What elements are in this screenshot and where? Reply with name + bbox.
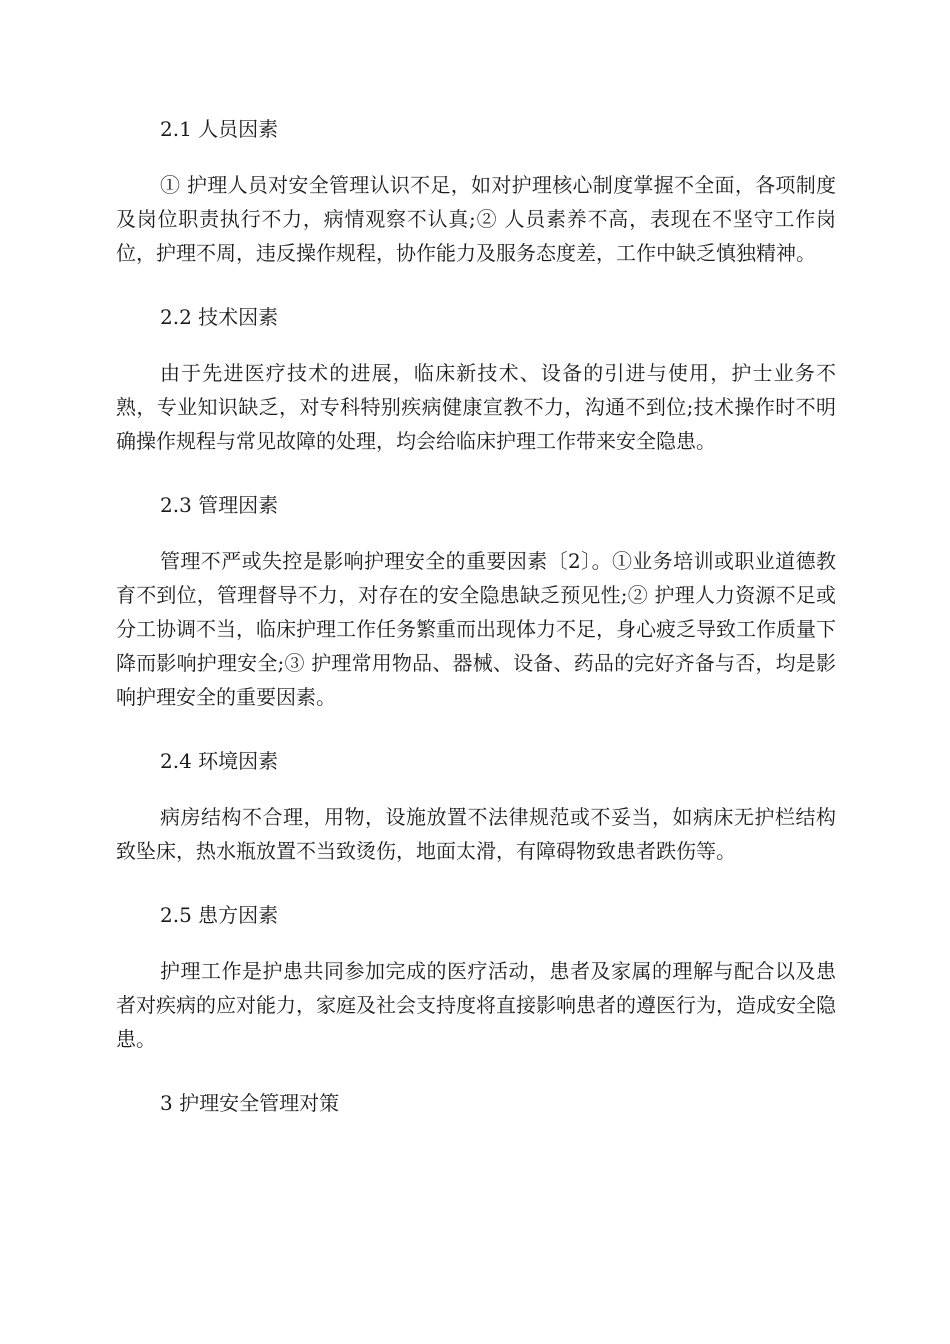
section-body-2-5: 护理工作是护患共同参加完成的医疗活动，患者及家属的理解与配合以及患者对疾病的应对能力，家庭及社会支持度将直接影响患者的遵医行为，造成安全隐患。 bbox=[116, 959, 836, 1051]
section-heading-3: 3 护理安全管理对策 bbox=[160, 1091, 340, 1115]
section-heading-2-4: 2.4 环境因素 bbox=[160, 749, 279, 773]
section-body-2-4: 病房结构不合理，用物，设施放置不法律规范或不妥当，如病床无护栏结构致坠床，热水瓶放置不当致烫伤，地面太滑，有障碍物致患者跌伤等。 bbox=[116, 805, 836, 863]
section-heading-2-1: 2.1 人员因素 bbox=[160, 117, 279, 141]
section-heading-2-2: 2.2 技术因素 bbox=[160, 305, 279, 329]
section-heading-2-3: 2.3 管理因素 bbox=[160, 493, 279, 517]
section-heading-2-5: 2.5 患方因素 bbox=[160, 903, 279, 927]
section-body-2-1: ① 护理人员对安全管理认识不足，如对护理核心制度掌握不全面，各项制度及岗位职责执行不力，病情观察不认真;② 人员素养不高，表现在不坚守工作岗位，护理不周，违反操作规程，协作能力及服务态度差，工作中缺乏慎独精神。 bbox=[116, 173, 836, 265]
section-body-2-2: 由于先进医疗技术的进展，临床新技术、设备的引进与使用，护士业务不熟，专业知识缺乏，对专科特别疾病健康宣教不力，沟通不到位;技术操作时不明确操作规程与常见故障的处理，均会给临床护理工作带来安全隐患。 bbox=[116, 361, 836, 453]
document-page bbox=[116, 112, 836, 1142]
section-body-2-3: 管理不严或失控是影响护理安全的重要因素〔2〕。①业务培训或职业道德教育不到位，管理督导不力，对存在的安全隐患缺乏预见性;② 护理人力资源不足或分工协调不当，临床护理工作任务繁重而出现体力不足，身心疲乏导致工作质量下降而影响护理安全;③ 护理常用物品、器械、设备、药品的完好齐备与否，均是影响护理安全的重要因素。 bbox=[116, 549, 836, 709]
